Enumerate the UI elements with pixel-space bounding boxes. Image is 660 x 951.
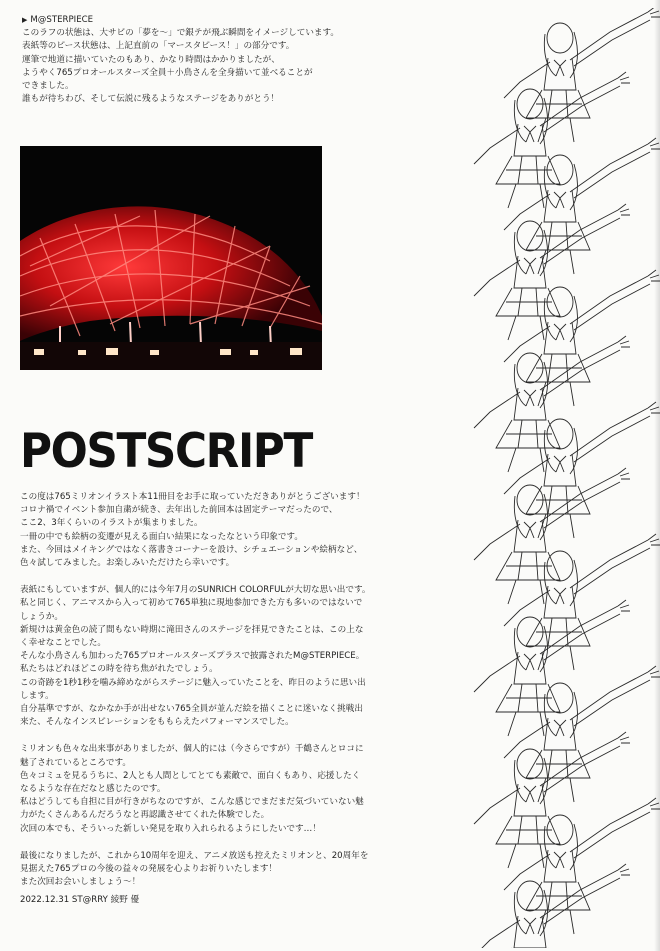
triangle-bullet-icon: ▶ (22, 16, 28, 24)
lineart-stroke (506, 816, 552, 844)
masterpiece-note (22, 14, 342, 106)
body-line: ここ2、3年くらいのイラストが集まりました。 (20, 518, 203, 529)
body-line: そんな小鳥さんも加わった765プロオールスターズプラスで披露されたM@STERPIECE。 (20, 651, 365, 662)
lineart-stroke (524, 522, 536, 538)
signature: 2022.12.31 ST@RRY 綾野 優 (20, 895, 140, 905)
paragraph (20, 584, 371, 729)
body-line: 来た、そんなインスピレーションをももらえたパフォーマンスでした。 (20, 717, 294, 728)
lineart-stroke (524, 258, 536, 274)
lineart-stroke (474, 524, 520, 560)
lineart-stroke (618, 72, 630, 83)
lineart-stroke (508, 844, 544, 868)
lineart-stroke (540, 78, 618, 126)
lineart-stroke (618, 204, 630, 215)
note-line: このラフの状態は、大サビの「夢を〜」で銀テが飛ぶ瞬間をイメージしています。 (22, 28, 340, 39)
body-line: コロナ禍でイベント参加自粛が続き、去年出した前回本は固定テーマだったので、 (20, 505, 338, 516)
lineart-stroke (540, 210, 618, 258)
lineart-stroke (474, 392, 520, 428)
stadium-roof-photo (20, 146, 322, 370)
note-heading (22, 14, 342, 27)
note-heading-text: M@STERPIECE (30, 15, 94, 25)
body-line: しょうか。 (20, 611, 63, 622)
body-line: この奇跡を1秒1秒を噛み締めながらステージに魅入っていたことを、昨日のように思い出 (20, 677, 366, 688)
lineart-stroke (574, 20, 650, 66)
lineart-stroke (554, 192, 566, 208)
lineart-stroke (570, 408, 648, 456)
lineart-stroke (570, 672, 648, 720)
lineart-stroke (544, 746, 620, 792)
lineart-stroke (570, 144, 648, 192)
lineart-stroke (544, 482, 620, 528)
body-line: 見据えた765プロの今後の益々の発展を心よりお祈りいたします！ (20, 864, 278, 875)
lineart-stroke (574, 284, 650, 330)
lineart-stroke (474, 788, 520, 824)
lineart-stroke (508, 580, 544, 604)
lineart-stroke (474, 656, 520, 692)
lineart-stroke (618, 468, 630, 479)
lineart-stroke (554, 720, 566, 736)
body-line: 色々試してみました。お楽しみいただけたら幸いです。 (20, 558, 235, 569)
lineart-stroke (554, 588, 566, 604)
lineart-stroke (540, 342, 618, 390)
lineart-stroke (508, 316, 544, 340)
lineart-stroke (524, 654, 536, 670)
body-line: 最後になりましたが、これから10周年を迎え、アニメ放送も控えたミリオンと、20周年を (20, 850, 369, 861)
body-line: 魅了されているところです。 (20, 757, 131, 768)
body-line: 新規けは黄金色の読了間もない時期に滝田さんのステージを拝見できたことは、この上な (20, 624, 364, 635)
lineart-stroke (544, 350, 620, 396)
lineart-stroke (540, 474, 618, 522)
lineart-stroke (618, 336, 630, 347)
lineart-stroke (540, 870, 618, 918)
body-line: 私たちはどれほどこの時を待ち焦がれたでしょう。 (20, 664, 218, 675)
lineart-stroke (554, 852, 566, 868)
lineart-stroke (524, 918, 536, 934)
paragraph (20, 850, 369, 890)
lineart-stroke (618, 864, 630, 875)
lineart-stroke (570, 804, 648, 852)
note-line: ようやく765プロオールスターズ全員＋小鳥さんを全身描いて並べることが (22, 67, 313, 78)
lineart-stroke (547, 23, 573, 53)
lineart-stroke (554, 324, 566, 340)
body-line: 色々コミュを見るうちに、2人とも人間としてとても素敵で、面白くもあり、応援したく (20, 770, 361, 781)
lineart-stroke (508, 448, 544, 472)
lineart-stroke (570, 540, 648, 588)
lineart-stroke (544, 218, 620, 264)
lineart-stroke (506, 156, 552, 184)
body-line: 次回の本でも、そういった新しい発見を取り入れられるようにしたいです…！ (20, 823, 321, 834)
lineart-stroke (574, 152, 650, 198)
body-line: なるような存在だなと感じたのです。 (20, 784, 166, 795)
note-line: できました。 (22, 81, 74, 92)
lineart-stroke (474, 920, 520, 948)
body-line: この度は765ミリオンイラスト本11冊目をお手に取っていただきありがとうございます！ (20, 492, 365, 502)
lineart-stroke (574, 416, 650, 462)
lineart-idol-group-illustration (340, 8, 660, 948)
lineart-stroke (504, 62, 550, 98)
lineart-stroke (506, 684, 552, 712)
lineart-stroke (506, 288, 552, 316)
lineart-stroke (554, 60, 566, 76)
lineart-stroke (554, 456, 566, 472)
body-line: 私はどうしても自担に目が行きがちなのですが、こんな感じでまだまだ気づいていない魅 (20, 797, 364, 808)
lineart-stroke (544, 614, 620, 660)
body-line: 一冊の中でも絵柄の変遷が見える面白い結果になったなという印象です。 (20, 531, 303, 542)
body-line: 自分基準ですが、なかなか手が出せない765全員が並んだ絵を描くことに迷いなく挑戦出 (20, 704, 363, 715)
body-line: 力がたくさんあるんだろうなと再認識させてくれた体験でした。 (20, 810, 270, 821)
lineart-stroke (540, 738, 618, 786)
lineart-stroke (574, 812, 650, 858)
lineart-stroke (524, 786, 536, 802)
body-line: また次回お会いしましょう〜！ (20, 877, 141, 888)
note-line: 運筆で地道に描いていたのもあり、かなり時間はかかりましたが、 (22, 54, 280, 65)
postscript-title: POSTSCRIPT (20, 424, 312, 479)
lineart-stroke (474, 128, 520, 164)
body-line: 私と同じく、アニマスから入って初めて765単独に現地参加できた方も多いのではないで (20, 598, 363, 609)
note-line: 誰もが待ちわび、そして伝説に残るようなステージをありがとう！ (22, 94, 280, 105)
lineart-stroke (508, 184, 544, 208)
lineart-stroke (474, 260, 520, 296)
lineart-stroke (540, 606, 618, 654)
body-line: また、今回はメイキングではなく落書きコーナーを設け、シチュエーションや絵柄など、 (20, 544, 363, 555)
lineart-stroke (544, 86, 620, 132)
body-line: します。 (20, 690, 54, 701)
lineart-stroke (618, 600, 630, 611)
lineart-stroke (524, 126, 536, 142)
lineart-stroke (524, 390, 536, 406)
lineart-stroke (618, 732, 630, 743)
lineart-stroke (574, 548, 650, 594)
body-line: 表紙にもしていますが、個人的には今年7月のSUNRICH COLORFULが大切な思い出です。 (20, 585, 371, 596)
body-line: ミリオンも色々な出来事がありましたが、個人的には（今さらですが）千鶴さんとロコに (20, 744, 364, 755)
lineart-stroke (544, 878, 620, 924)
lineart-stroke (508, 712, 544, 736)
lineart-stroke (570, 12, 648, 60)
body-line: く幸せなことでした。 (20, 638, 106, 649)
lineart-stroke (506, 420, 552, 448)
lineart-stroke (570, 276, 648, 324)
note-line: 表紙等のピース状態は、上記直前の「マースタピース！」の部分です。 (22, 41, 295, 52)
postscript-body (20, 491, 371, 903)
paragraph (20, 491, 365, 570)
lineart-stroke (574, 680, 650, 726)
lineart-stroke (506, 552, 552, 580)
paragraph (20, 743, 365, 835)
page-edge-shadow (654, 0, 660, 951)
